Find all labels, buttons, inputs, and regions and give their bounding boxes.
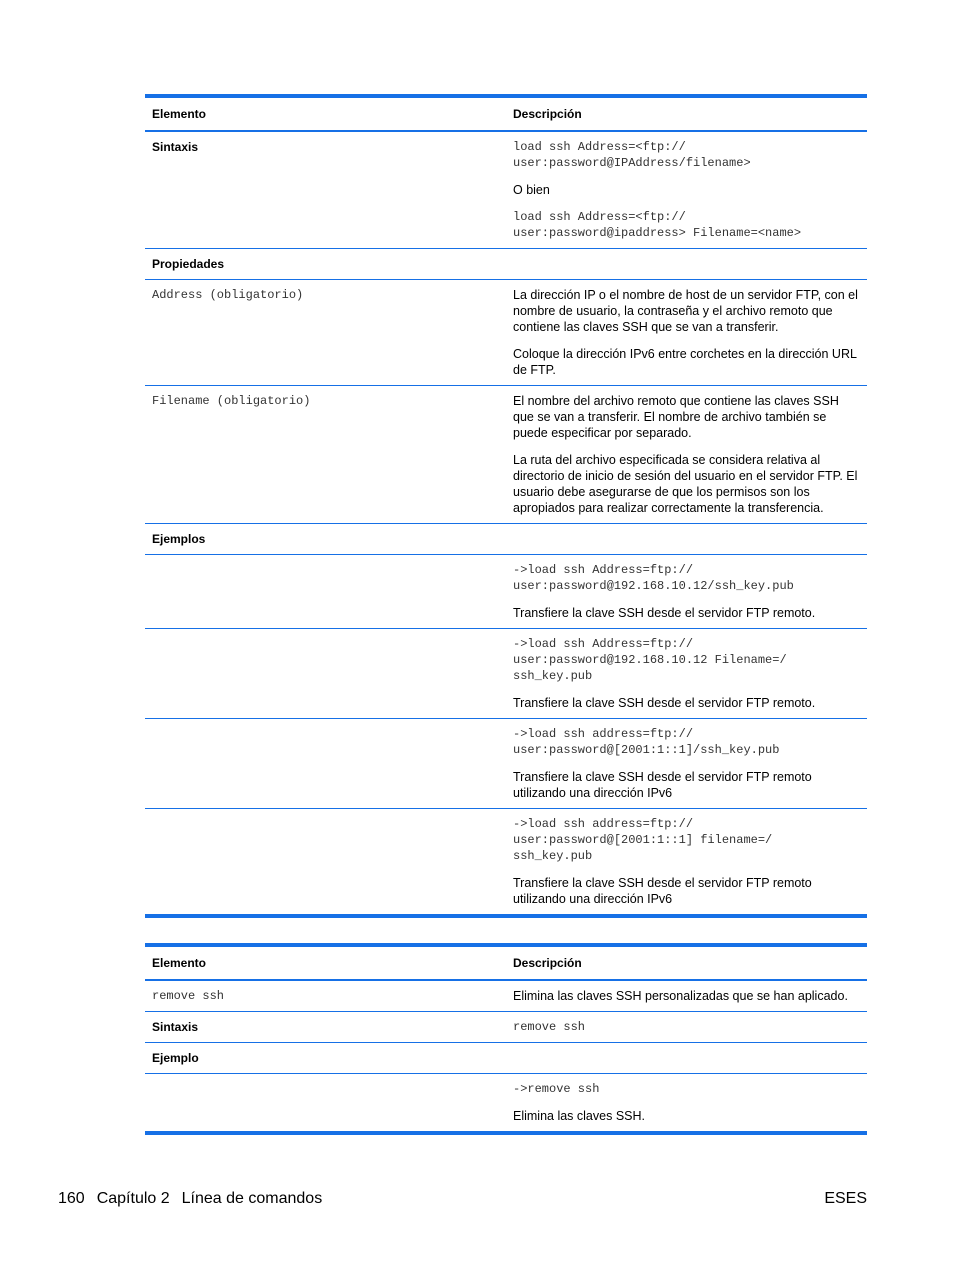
filename-description: [506, 386, 867, 524]
syntax-row: [145, 131, 867, 249]
properties-label: Propiedades: [145, 249, 506, 280]
example-row-4: [145, 809, 867, 917]
address-description: [506, 280, 867, 386]
ssh-remove-table: [145, 943, 867, 1135]
example-code: ->remove ssh: [513, 1082, 600, 1096]
syntax-row: [145, 1012, 867, 1043]
example-code: ->load ssh Address=ftp:// user:password@192.168.10.12/ssh_key.pub: [513, 563, 794, 593]
example-desc: Elimina las claves SSH.: [513, 1109, 645, 1123]
header-description: Descripción: [506, 96, 867, 131]
example-row: [145, 1074, 867, 1134]
example-row-2: [145, 629, 867, 719]
table-header-row: [145, 945, 867, 980]
syntax-label: Sintaxis: [145, 1012, 506, 1043]
syntax-code-2: load ssh Address=<ftp:// user:password@ipaddress> Filename=<name>: [513, 210, 802, 240]
command-description: Elimina las claves SSH personalizadas que se han aplicado.: [506, 980, 867, 1012]
example-code: ->load ssh address=ftp:// user:password@[2001:1::1]/ssh_key.pub: [513, 727, 780, 757]
example-desc: Transfiere la clave SSH desde el servidor FTP remoto.: [513, 696, 816, 710]
syntax-code-1: load ssh Address=<ftp:// user:password@IPAddress/filename>: [513, 140, 751, 170]
syntax-or: O bien: [513, 183, 550, 197]
header-description: Descripción: [506, 945, 867, 980]
example-row-1: [145, 555, 867, 629]
ssh-load-table: [145, 94, 867, 918]
example-label: Ejemplo: [145, 1043, 506, 1074]
example-desc: Transfiere la clave SSH desde el servidor FTP remoto utilizando una dirección IPv6: [513, 770, 812, 800]
address-desc-1: La dirección IP o el nombre de host de un servidor FTP, con el nombre de usuario, la contraseña y el archivo remoto que contiene las claves SSH que se van a transferir.: [513, 288, 858, 334]
example-code: ->load ssh Address=ftp:// user:password@192.168.10.12 Filename=/ ssh_key.pub: [513, 637, 787, 683]
address-row: [145, 280, 867, 386]
syntax-description: [506, 131, 867, 249]
examples-row: [145, 524, 867, 555]
properties-row: [145, 249, 867, 280]
example-label-row: [145, 1043, 867, 1074]
address-property-name: Address (obligatorio): [145, 280, 506, 386]
header-element: Elemento: [145, 945, 506, 980]
filename-property-name: Filename (obligatorio): [145, 386, 506, 524]
page-number: 160: [58, 1190, 85, 1207]
command-name: remove ssh: [145, 980, 506, 1012]
filename-desc-2: La ruta del archivo especificada se considera relativa al directorio de inicio de sesión del usuario en el servidor FTP. El usuario debe asegurarse de que los permisos son los apropiados para realizar correctamente la transferencia.: [513, 453, 858, 515]
footer-locale: ESES: [824, 1190, 867, 1207]
address-desc-2: Coloque la dirección IPv6 entre corchetes en la dirección URL de FTP.: [513, 347, 857, 377]
filename-row: [145, 386, 867, 524]
example-code: ->load ssh address=ftp:// user:password@[2001:1::1] filename=/ ssh_key.pub: [513, 817, 773, 863]
examples-label: Ejemplos: [145, 524, 506, 555]
example-desc: Transfiere la clave SSH desde el servidor FTP remoto utilizando una dirección IPv6: [513, 876, 812, 906]
table-header-row: [145, 96, 867, 131]
footer-left: [58, 1190, 322, 1208]
chapter-label: Capítulo 2: [96, 1190, 170, 1207]
syntax-code: remove ssh: [506, 1012, 867, 1043]
example-desc: Transfiere la clave SSH desde el servidor FTP remoto.: [513, 606, 816, 620]
filename-desc-1: El nombre del archivo remoto que contiene las claves SSH que se van a transferir. El nombre de archivo también se puede especificar por separado.: [513, 394, 839, 440]
page-footer: [58, 1190, 867, 1208]
command-row: [145, 980, 867, 1012]
chapter-title: Línea de comandos: [181, 1190, 323, 1207]
syntax-label: Sintaxis: [145, 131, 506, 249]
header-element: Elemento: [145, 96, 506, 131]
example-row-3: [145, 719, 867, 809]
